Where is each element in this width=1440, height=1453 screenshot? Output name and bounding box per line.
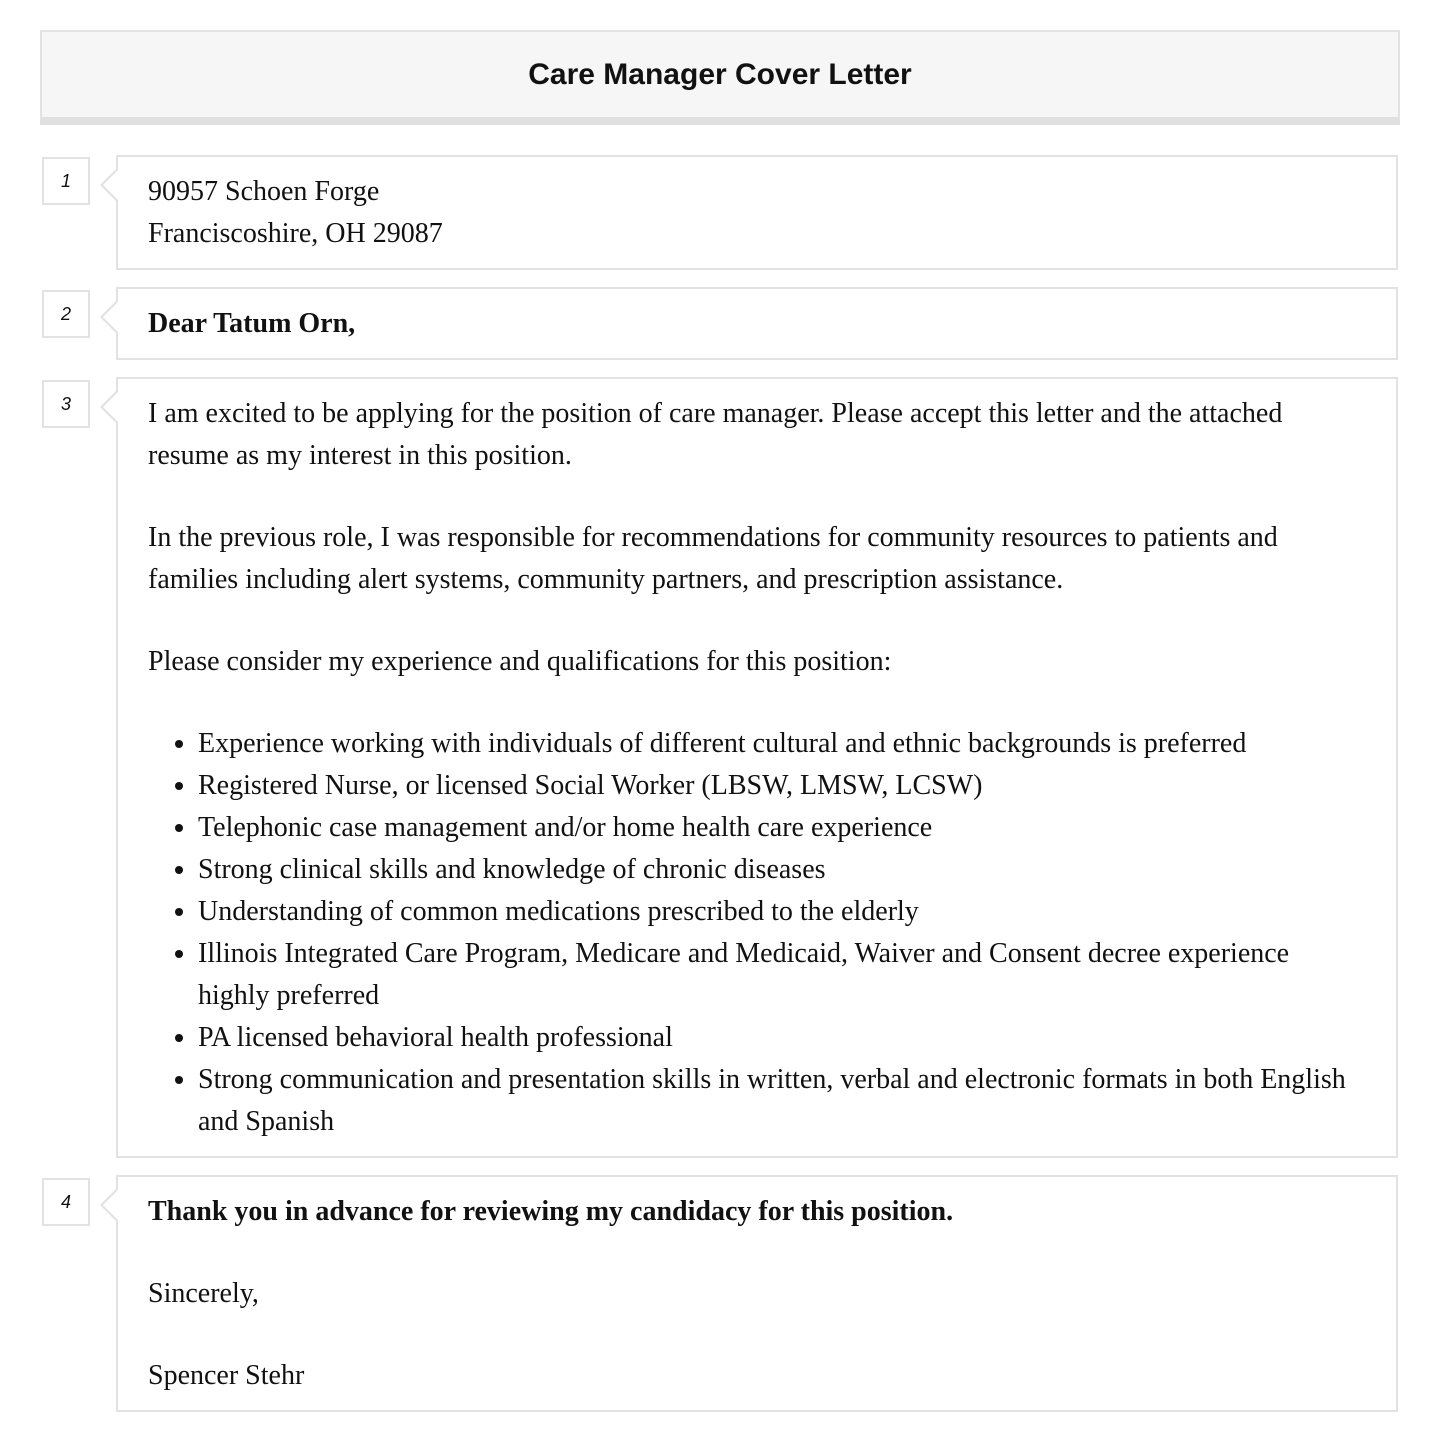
qualifications-list	[148, 723, 1366, 1143]
body-section	[116, 377, 1398, 1158]
address-line-2: Franciscoshire, OH 29087	[148, 218, 443, 249]
page-title: Care Manager Cover Letter	[528, 57, 912, 91]
list-item: • Experience working with individuals of different cultural and ethnic backgrounds is preferred	[198, 723, 1366, 765]
salutation: Dear Tatum Orn,	[148, 308, 356, 339]
address-line-1: 90957 Schoen Forge	[148, 176, 380, 207]
closing-line: Thank you in advance for reviewing my candidacy for this position.	[148, 1196, 954, 1227]
qualifications-intro: Please consider my experience and qualifications for this position:	[148, 646, 892, 677]
signature: Spencer Stehr	[148, 1360, 305, 1391]
list-item: • Understanding of common medications prescribed to the elderly	[198, 891, 1366, 933]
section-number-3: 3	[42, 380, 90, 428]
list-item: • Strong clinical skills and knowledge of chronic diseases	[198, 849, 1366, 891]
list-item: • Telephonic case management and/or home health care experience	[198, 807, 1366, 849]
section-number-4: 4	[42, 1178, 90, 1226]
list-item: • PA licensed behavioral health professional	[198, 1017, 1366, 1059]
list-item: • Illinois Integrated Care Program, Medicare and Medicaid, Waiver and Consent decree experience highly preferred	[198, 933, 1366, 1017]
intro-paragraph: I am excited to be applying for the position of care manager. Please accept this letter and the attached resume as my interest in this position.	[148, 398, 1283, 471]
section-number-1: 1	[42, 157, 90, 205]
address-section	[116, 155, 1398, 270]
closing-section	[116, 1175, 1398, 1412]
page-header	[40, 30, 1400, 125]
salutation-section	[116, 287, 1398, 360]
list-item: • Strong communication and presentation skills in written, verbal and electronic formats in both English and Spanish	[198, 1059, 1366, 1143]
section-number-2: 2	[42, 290, 90, 338]
signoff: Sincerely,	[148, 1278, 259, 1309]
list-item: • Registered Nurse, or licensed Social Worker (LBSW, LMSW, LCSW)	[198, 765, 1366, 807]
experience-paragraph: In the previous role, I was responsible for recommendations for community resources to patients and families including alert systems, community partners, and prescription assistance.	[148, 522, 1278, 595]
